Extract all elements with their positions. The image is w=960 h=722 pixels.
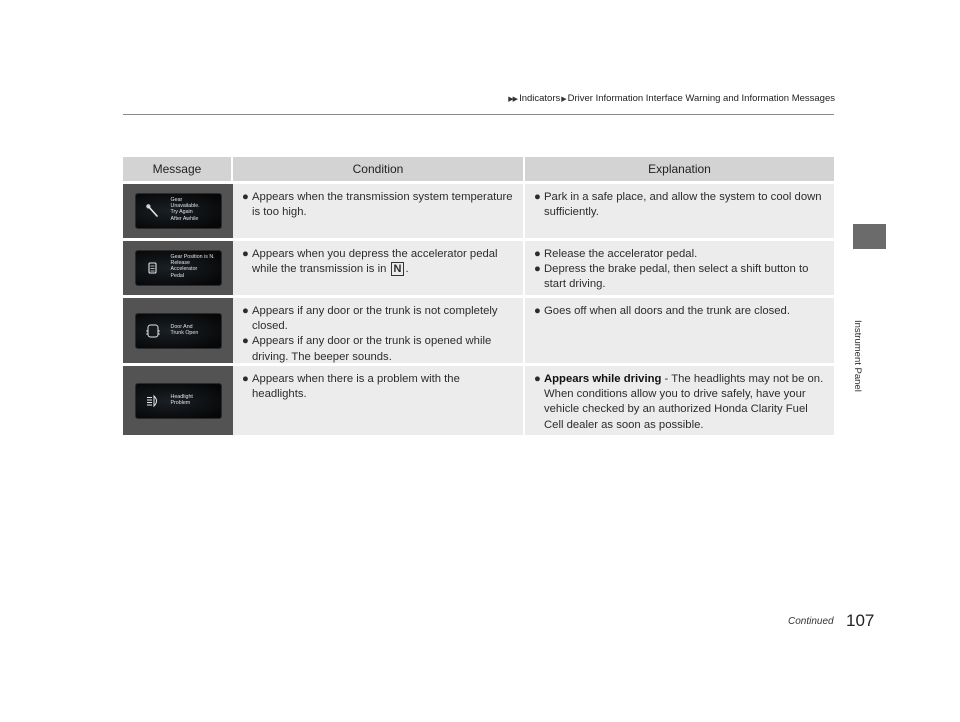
condition-cell <box>233 184 525 238</box>
gear-position-n-icon: N <box>391 262 405 276</box>
bullet-icon: ● <box>242 335 249 348</box>
display-message-image <box>135 250 222 286</box>
display-message-image <box>135 383 222 419</box>
list-item: ● Appears when there is a problem with the headlights. <box>242 372 514 402</box>
list-item: ● Appears when you depress the accelerator pedal while the transmission is in N . <box>242 247 514 277</box>
breadcrumb <box>463 93 835 104</box>
explanation-cell <box>525 184 834 238</box>
message-cell <box>123 366 233 435</box>
table-header <box>123 157 834 181</box>
display-message-text: Door And Trunk Open <box>170 323 199 336</box>
condition-cell <box>233 298 525 363</box>
page-number: 107 <box>846 611 875 630</box>
list-item: ● Appears if any door or the trunk is opened while driving. The beeper sounds. <box>242 334 514 364</box>
continued-label: Continued <box>788 616 834 627</box>
table-row <box>123 241 834 295</box>
display-message-text: Gear Position is N. Release Accelerator Pedal <box>170 254 215 279</box>
explanation-cell <box>525 298 834 363</box>
list-item: ● Goes off when all doors and the trunk are closed. <box>534 304 828 319</box>
table-row <box>123 298 834 363</box>
section-side-label: Instrument Panel <box>852 320 863 392</box>
list-item: ● Appears if any door or the trunk is not completely closed. <box>242 304 514 334</box>
accelerator-pedal-icon <box>145 260 161 276</box>
breadcrumb-arrow-icon: ▶▶ <box>508 96 518 103</box>
list-item: ● Park in a safe place, and allow the system to cool down sufficiently. <box>534 190 828 220</box>
list-item: ● Depress the brake pedal, then select a shift button to start driving. <box>534 262 828 292</box>
column-header-condition: Condition <box>233 157 525 181</box>
wrench-icon <box>145 203 161 219</box>
message-cell <box>123 241 233 295</box>
bullet-icon: ● <box>534 191 541 203</box>
breadcrumb-item-current[interactable]: Driver Information Interface Warning and Information Messages <box>567 93 835 104</box>
list-item: ● Appears when the transmission system temperature is too high. <box>242 190 514 220</box>
section-tab-marker <box>853 224 886 249</box>
display-message-image <box>135 193 222 229</box>
explanation-cell <box>525 241 834 295</box>
table-row <box>123 184 834 238</box>
headlight-icon <box>145 393 161 409</box>
breadcrumb-item-indicators[interactable]: Indicators <box>519 93 561 104</box>
list-item: ● Appears while driving - The headlights may not be on. When conditions allow you to drive safely, have your vehicle checked by an authorized Honda Clarity Fuel Cell dealer as soon as possible. <box>534 372 828 433</box>
column-header-message: Message <box>123 157 233 181</box>
breadcrumb-arrow-icon: ▶ <box>561 96 566 103</box>
condition-cell <box>233 366 525 435</box>
header-divider <box>123 114 834 115</box>
bullet-icon: ● <box>534 373 541 385</box>
display-message-text: Gear Unavailable. Try Again After Awhile <box>170 197 200 222</box>
message-cell <box>123 298 233 363</box>
bullet-icon: ● <box>534 263 541 276</box>
list-item: ● Release the accelerator pedal. <box>534 247 828 262</box>
messages-table <box>123 157 834 435</box>
car-door-icon <box>145 323 161 339</box>
explanation-cell <box>525 366 834 435</box>
display-message-text: Headlight Problem <box>170 393 193 406</box>
table-row <box>123 366 834 435</box>
bullet-icon: ● <box>242 248 249 260</box>
bullet-icon: ● <box>242 191 249 203</box>
bullet-icon: ● <box>242 305 249 317</box>
bullet-icon: ● <box>534 248 541 260</box>
condition-cell <box>233 241 525 295</box>
column-header-explanation: Explanation <box>648 162 711 176</box>
bullet-icon: ● <box>242 373 249 385</box>
message-cell <box>123 184 233 238</box>
bullet-icon: ● <box>534 305 541 317</box>
display-message-image <box>135 313 222 349</box>
